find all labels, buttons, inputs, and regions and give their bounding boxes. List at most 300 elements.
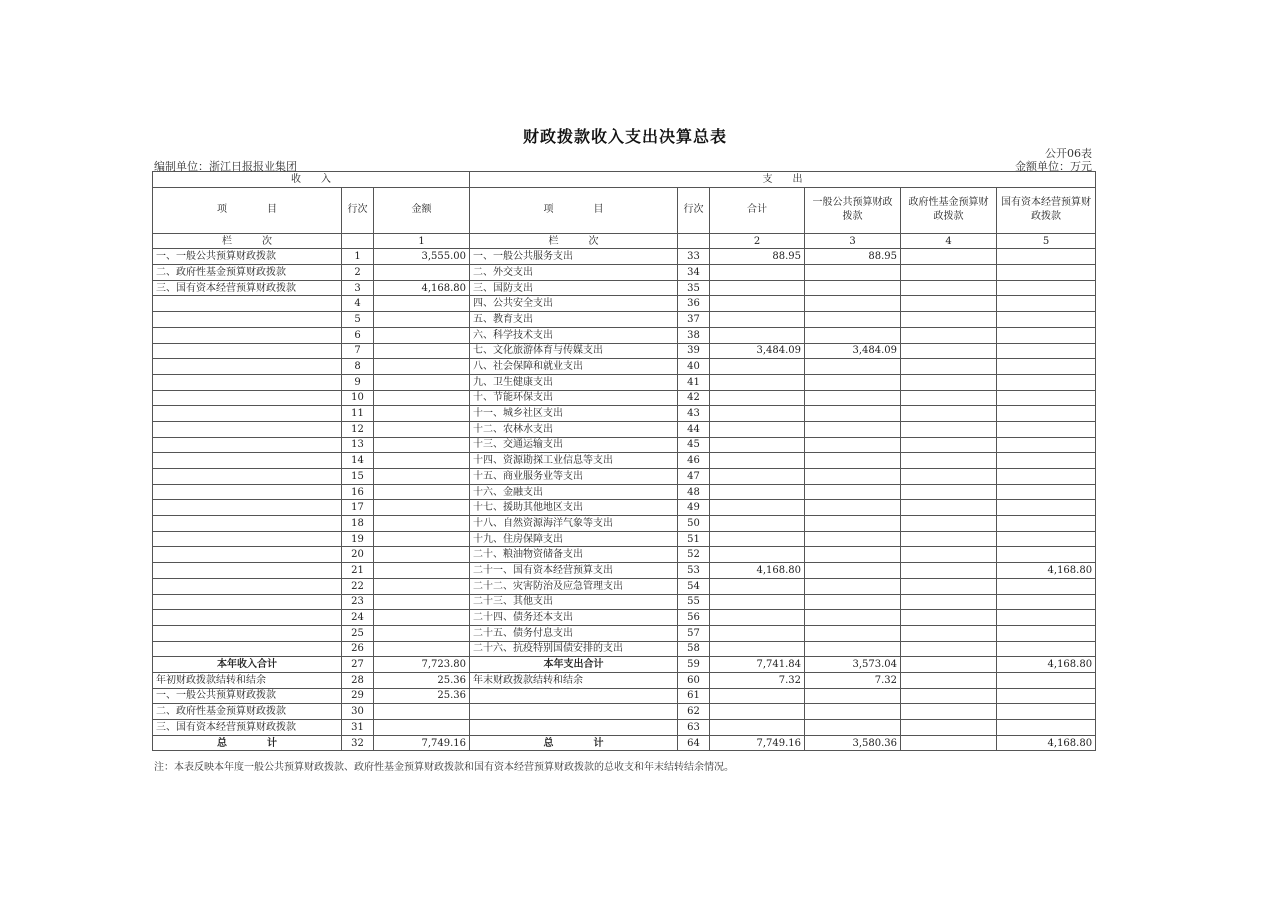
expense-line-cell: 49 [678, 500, 710, 516]
general-budget-cell [805, 563, 901, 579]
income-line-cell: 17 [342, 500, 374, 516]
income-section-header: 收 入 [153, 172, 470, 188]
fund-budget-cell [901, 500, 997, 516]
appropriation-summary-table [152, 171, 1096, 751]
expense-item-cell: 二十三、其他支出 [470, 594, 678, 610]
fund-budget-cell [901, 641, 997, 657]
table-row [153, 484, 1096, 500]
income-amount-cell [374, 578, 470, 594]
table-row [153, 406, 1096, 422]
income-line-cell: 32 [342, 735, 374, 751]
income-line-cell: 10 [342, 390, 374, 406]
income-item-cell [153, 453, 342, 469]
income-line-cell: 25 [342, 625, 374, 641]
capital-budget-cell [997, 374, 1096, 390]
section-header-row [153, 172, 1096, 188]
fund-budget-cell [901, 296, 997, 312]
income-item-cell: 总 计 [153, 735, 342, 751]
expense-item-cell: 二十二、灾害防治及应急管理支出 [470, 578, 678, 594]
total-cell [710, 610, 805, 626]
capital-budget-cell [997, 531, 1096, 547]
total-cell: 7,741.84 [710, 657, 805, 673]
income-line-cell: 15 [342, 469, 374, 485]
total-cell [710, 625, 805, 641]
general-budget-cell [805, 610, 901, 626]
table-row [153, 343, 1096, 359]
total-cell [710, 327, 805, 343]
fund-budget-cell [901, 720, 997, 736]
expense-item-cell: 一、一般公共服务支出 [470, 249, 678, 265]
income-amount-cell: 7,749.16 [374, 735, 470, 751]
income-amount-cell [374, 343, 470, 359]
income-line-cell: 2 [342, 265, 374, 281]
income-column-label: 栏 次 [153, 233, 342, 249]
income-amount-cell [374, 453, 470, 469]
income-line-cell: 27 [342, 657, 374, 673]
expense-line-cell: 57 [678, 625, 710, 641]
income-item-cell [153, 469, 342, 485]
expense-item-cell: 二、外交支出 [470, 265, 678, 281]
total-cell [710, 421, 805, 437]
expense-line-cell: 34 [678, 265, 710, 281]
table-row [153, 578, 1096, 594]
capital-budget-cell [997, 610, 1096, 626]
capital-budget-cell [997, 625, 1096, 641]
income-amount-cell [374, 327, 470, 343]
income-item-cell [153, 625, 342, 641]
income-amount-cell [374, 469, 470, 485]
general-budget-cell [805, 469, 901, 485]
expense-line-cell: 60 [678, 672, 710, 688]
capital-budget-cell [997, 484, 1096, 500]
fund-budget-cell [901, 359, 997, 375]
income-amount-cell [374, 265, 470, 281]
fund-budget-cell [901, 531, 997, 547]
income-amount-cell [374, 421, 470, 437]
income-item-cell: 一、一般公共预算财政拨款 [153, 688, 342, 704]
expense-line-cell: 61 [678, 688, 710, 704]
income-item-cell [153, 531, 342, 547]
income-item-cell [153, 516, 342, 532]
total-cell [710, 406, 805, 422]
fund-budget-cell [901, 704, 997, 720]
fund-budget-cell [901, 688, 997, 704]
income-line-cell: 18 [342, 516, 374, 532]
general-budget-cell [805, 484, 901, 500]
general-budget-cell: 88.95 [805, 249, 901, 265]
income-line-cell: 16 [342, 484, 374, 500]
expense-line-cell: 35 [678, 280, 710, 296]
income-line-cell: 8 [342, 359, 374, 375]
expense-item-cell: 十五、商业服务业等支出 [470, 469, 678, 485]
table-row [153, 720, 1096, 736]
table-row [153, 312, 1096, 328]
fund-budget-cell [901, 594, 997, 610]
expense-item-cell: 二十六、抗疫特别国债安排的支出 [470, 641, 678, 657]
column-number-2: 2 [710, 233, 805, 249]
total-cell [710, 484, 805, 500]
income-amount-cell: 25.36 [374, 672, 470, 688]
total-cell [710, 437, 805, 453]
form-code: 公开06表 [1045, 147, 1092, 160]
fund-budget-cell [901, 312, 997, 328]
income-amount-cell [374, 625, 470, 641]
income-amount-cell [374, 359, 470, 375]
table-row [153, 421, 1096, 437]
column-number-1: 1 [374, 233, 470, 249]
income-item-cell: 二、政府性基金预算财政拨款 [153, 265, 342, 281]
column-number-5: 5 [997, 233, 1096, 249]
table-row [153, 390, 1096, 406]
income-line-cell: 20 [342, 547, 374, 563]
capital-budget-header: 国有资本经营预算财政拨款 [997, 187, 1096, 233]
income-line-cell: 24 [342, 610, 374, 626]
capital-budget-cell [997, 280, 1096, 296]
fund-budget-cell [901, 610, 997, 626]
table-row [153, 516, 1096, 532]
capital-budget-cell [997, 672, 1096, 688]
total-cell [710, 594, 805, 610]
table-row [153, 547, 1096, 563]
capital-budget-cell [997, 359, 1096, 375]
table-row [153, 327, 1096, 343]
income-item-cell [153, 406, 342, 422]
expense-line-number-cell [678, 233, 710, 249]
income-item-cell [153, 296, 342, 312]
column-number-4: 4 [901, 233, 997, 249]
capital-budget-cell [997, 421, 1096, 437]
fund-budget-cell [901, 390, 997, 406]
expense-item-cell: 四、公共安全支出 [470, 296, 678, 312]
total-header: 合计 [710, 187, 805, 233]
income-item-cell [153, 343, 342, 359]
expense-line-cell: 33 [678, 249, 710, 265]
table-row [153, 296, 1096, 312]
capital-budget-cell [997, 296, 1096, 312]
capital-budget-cell [997, 437, 1096, 453]
total-cell [710, 578, 805, 594]
general-budget-cell [805, 406, 901, 422]
table-row [153, 704, 1096, 720]
capital-budget-cell [997, 500, 1096, 516]
income-line-cell: 11 [342, 406, 374, 422]
income-amount-cell [374, 484, 470, 500]
capital-budget-cell [997, 720, 1096, 736]
expense-item-cell: 八、社会保障和就业支出 [470, 359, 678, 375]
income-item-cell [153, 594, 342, 610]
income-amount-cell [374, 704, 470, 720]
total-cell [710, 516, 805, 532]
expense-item-cell: 九、卫生健康支出 [470, 374, 678, 390]
expense-line-cell: 53 [678, 563, 710, 579]
total-cell: 7.32 [710, 672, 805, 688]
capital-budget-cell [997, 578, 1096, 594]
table-row [153, 453, 1096, 469]
capital-budget-cell: 4,168.80 [997, 563, 1096, 579]
capital-budget-cell [997, 453, 1096, 469]
fund-budget-cell [901, 421, 997, 437]
expense-item-cell: 十六、金融支出 [470, 484, 678, 500]
fund-budget-cell [901, 469, 997, 485]
expense-item-cell: 十、节能环保支出 [470, 390, 678, 406]
income-item-cell [153, 641, 342, 657]
fund-budget-cell [901, 327, 997, 343]
expense-line-cell: 58 [678, 641, 710, 657]
income-amount-cell [374, 500, 470, 516]
income-item-cell [153, 359, 342, 375]
income-line-cell: 31 [342, 720, 374, 736]
general-budget-cell [805, 547, 901, 563]
income-item-cell: 二、政府性基金预算财政拨款 [153, 704, 342, 720]
income-amount-cell [374, 531, 470, 547]
income-item-cell: 本年收入合计 [153, 657, 342, 673]
expense-line-cell: 45 [678, 437, 710, 453]
expense-line-cell: 59 [678, 657, 710, 673]
footnote: 注：本表反映本年度一般公共预算财政拨款、政府性基金预算财政拨款和国有资本经营预算财政拨款的总收支和年末结转结余情况。 [154, 762, 734, 773]
capital-budget-cell: 4,168.80 [997, 735, 1096, 751]
table-row [153, 735, 1096, 751]
amount-unit-label: 金额单位：万元 [1015, 160, 1092, 173]
expense-item-cell: 总 计 [470, 735, 678, 751]
income-item-cell: 三、国有资本经营预算财政拨款 [153, 720, 342, 736]
expense-item-cell: 十四、资源勘探工业信息等支出 [470, 453, 678, 469]
expense-line-cell: 44 [678, 421, 710, 437]
expense-line-cell: 51 [678, 531, 710, 547]
table-row [153, 688, 1096, 704]
capital-budget-cell [997, 469, 1096, 485]
capital-budget-cell [997, 390, 1096, 406]
expense-item-cell: 二十五、债务付息支出 [470, 625, 678, 641]
income-amount-cell: 4,168.80 [374, 280, 470, 296]
general-budget-cell [805, 453, 901, 469]
expense-item-cell: 十九、住房保障支出 [470, 531, 678, 547]
income-item-cell: 一、一般公共预算财政拨款 [153, 249, 342, 265]
income-item-cell [153, 563, 342, 579]
table-row [153, 563, 1096, 579]
income-amount-cell [374, 516, 470, 532]
general-budget-cell [805, 296, 901, 312]
table-row [153, 641, 1096, 657]
capital-budget-cell [997, 704, 1096, 720]
income-amount-cell [374, 641, 470, 657]
general-budget-cell [805, 625, 901, 641]
total-cell [710, 500, 805, 516]
income-line-cell: 29 [342, 688, 374, 704]
income-amount-cell: 7,723.80 [374, 657, 470, 673]
expense-item-cell: 本年支出合计 [470, 657, 678, 673]
income-amount-cell [374, 312, 470, 328]
income-line-cell: 3 [342, 280, 374, 296]
general-budget-cell [805, 578, 901, 594]
table-row [153, 249, 1096, 265]
fund-budget-cell [901, 578, 997, 594]
general-budget-cell [805, 265, 901, 281]
income-amount-cell [374, 610, 470, 626]
income-line-cell: 23 [342, 594, 374, 610]
income-amount-cell [374, 594, 470, 610]
general-budget-cell: 7.32 [805, 672, 901, 688]
column-header-row [153, 187, 1096, 233]
fund-budget-header: 政府性基金预算财政拨款 [901, 187, 997, 233]
capital-budget-cell [997, 594, 1096, 610]
table-row [153, 594, 1096, 610]
general-budget-cell [805, 374, 901, 390]
income-item-cell [153, 327, 342, 343]
capital-budget-cell [997, 516, 1096, 532]
income-line-cell: 5 [342, 312, 374, 328]
income-item-cell [153, 610, 342, 626]
expense-line-cell: 54 [678, 578, 710, 594]
income-item-cell [153, 484, 342, 500]
income-line-cell: 19 [342, 531, 374, 547]
expense-item-cell: 十一、城乡社区支出 [470, 406, 678, 422]
table-row [153, 374, 1096, 390]
income-amount-cell [374, 390, 470, 406]
capital-budget-cell [997, 312, 1096, 328]
total-cell [710, 641, 805, 657]
total-cell [710, 720, 805, 736]
general-budget-cell [805, 437, 901, 453]
total-cell [710, 390, 805, 406]
capital-budget-cell [997, 343, 1096, 359]
capital-budget-cell: 4,168.80 [997, 657, 1096, 673]
income-item-cell: 三、国有资本经营预算财政拨款 [153, 280, 342, 296]
income-line-cell: 12 [342, 421, 374, 437]
income-item-cell [153, 374, 342, 390]
income-line-cell: 13 [342, 437, 374, 453]
expense-line-cell: 40 [678, 359, 710, 375]
capital-budget-cell [997, 265, 1096, 281]
table-row [153, 265, 1096, 281]
table-row [153, 672, 1096, 688]
expense-line-cell: 43 [678, 406, 710, 422]
expense-line-cell: 36 [678, 296, 710, 312]
expense-line-cell: 56 [678, 610, 710, 626]
table-row [153, 359, 1096, 375]
income-item-cell [153, 390, 342, 406]
income-line-cell: 21 [342, 563, 374, 579]
expense-line-cell: 46 [678, 453, 710, 469]
fund-budget-cell [901, 406, 997, 422]
fund-budget-cell [901, 265, 997, 281]
total-cell [710, 359, 805, 375]
income-amount-cell [374, 406, 470, 422]
expense-line-cell: 48 [678, 484, 710, 500]
income-line-cell: 7 [342, 343, 374, 359]
expense-line-cell: 50 [678, 516, 710, 532]
total-cell [710, 312, 805, 328]
income-item-cell [153, 547, 342, 563]
expense-item-cell: 十三、交通运输支出 [470, 437, 678, 453]
capital-budget-cell [997, 249, 1096, 265]
expense-line-cell: 47 [678, 469, 710, 485]
page-title: 财政拨款收入支出决算总表 [522, 127, 727, 146]
income-amount-cell [374, 437, 470, 453]
income-line-cell: 9 [342, 374, 374, 390]
fund-budget-cell [901, 437, 997, 453]
organization-label: 编制单位：浙江日报报业集团 [154, 160, 297, 173]
expense-item-cell: 六、科学技术支出 [470, 327, 678, 343]
general-budget-cell [805, 594, 901, 610]
general-budget-cell [805, 390, 901, 406]
total-cell [710, 453, 805, 469]
income-item-cell [153, 437, 342, 453]
general-budget-cell [805, 516, 901, 532]
expense-item-header: 项 目 [470, 187, 678, 233]
income-line-cell: 26 [342, 641, 374, 657]
income-item-cell: 年初财政拨款结转和结余 [153, 672, 342, 688]
table-row [153, 437, 1096, 453]
fund-budget-cell [901, 672, 997, 688]
expense-item-cell: 三、国防支出 [470, 280, 678, 296]
expense-column-label: 栏 次 [470, 233, 678, 249]
expense-line-cell: 42 [678, 390, 710, 406]
capital-budget-cell [997, 688, 1096, 704]
expense-line-cell: 64 [678, 735, 710, 751]
income-amount-cell [374, 720, 470, 736]
general-budget-cell [805, 312, 901, 328]
expense-item-cell [470, 688, 678, 704]
income-line-cell: 1 [342, 249, 374, 265]
fund-budget-cell [901, 516, 997, 532]
income-amount-header: 金额 [374, 187, 470, 233]
column-number-row [153, 233, 1096, 249]
expense-line-cell: 39 [678, 343, 710, 359]
expense-line-cell: 37 [678, 312, 710, 328]
income-line-header: 行次 [342, 187, 374, 233]
total-cell: 4,168.80 [710, 563, 805, 579]
income-line-cell: 4 [342, 296, 374, 312]
table-row [153, 500, 1096, 516]
income-line-cell: 28 [342, 672, 374, 688]
expense-line-cell: 41 [678, 374, 710, 390]
fund-budget-cell [901, 453, 997, 469]
income-amount-cell [374, 547, 470, 563]
general-budget-cell [805, 280, 901, 296]
general-budget-cell [805, 531, 901, 547]
expense-line-cell: 63 [678, 720, 710, 736]
income-line-cell: 22 [342, 578, 374, 594]
capital-budget-cell [997, 406, 1096, 422]
income-line-cell: 30 [342, 704, 374, 720]
income-line-cell: 14 [342, 453, 374, 469]
expense-line-cell: 38 [678, 327, 710, 343]
expense-line-header: 行次 [678, 187, 710, 233]
income-line-cell: 6 [342, 327, 374, 343]
total-cell [710, 704, 805, 720]
capital-budget-cell [997, 327, 1096, 343]
expense-section-header: 支 出 [470, 172, 1096, 188]
total-cell: 3,484.09 [710, 343, 805, 359]
fund-budget-cell [901, 374, 997, 390]
expense-item-cell: 二十、粮油物资储备支出 [470, 547, 678, 563]
expense-item-cell: 十七、援助其他地区支出 [470, 500, 678, 516]
income-line-number-cell [342, 233, 374, 249]
income-amount-cell: 25.36 [374, 688, 470, 704]
fund-budget-cell [901, 484, 997, 500]
general-budget-header: 一般公共预算财政拨款 [805, 187, 901, 233]
expense-item-cell [470, 720, 678, 736]
total-cell [710, 280, 805, 296]
table-row [153, 280, 1096, 296]
fund-budget-cell [901, 280, 997, 296]
total-cell: 7,749.16 [710, 735, 805, 751]
table-row [153, 625, 1096, 641]
income-amount-cell [374, 296, 470, 312]
fund-budget-cell [901, 249, 997, 265]
total-cell [710, 688, 805, 704]
expense-item-cell: 年末财政拨款结转和结余 [470, 672, 678, 688]
